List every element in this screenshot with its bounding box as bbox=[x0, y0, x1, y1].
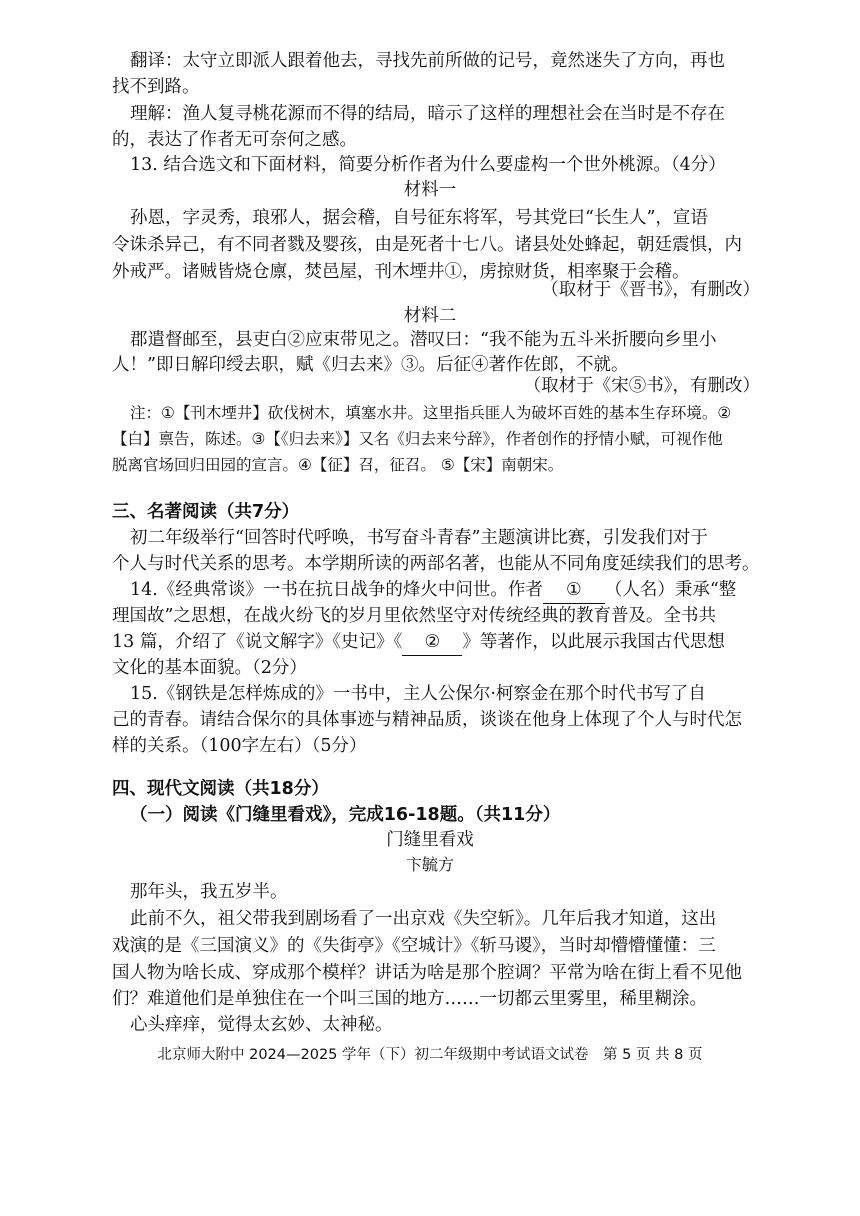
article-title: 门缝里看戏 bbox=[386, 830, 474, 850]
article-paragraph: 此前不久，祖父带我到剧场看了一出京戏《失空斩》。几年后我才知道，这出 bbox=[130, 909, 717, 929]
answer-blank-2[interactable]: ② bbox=[402, 629, 462, 656]
section-3-intro-line: 初二年级举行“回答时代呼唤，书写奋斗青春”主题演讲比赛，引发我们对于 bbox=[130, 528, 708, 548]
question-14-text: 13 篇，介绍了《说文解字》《史记》《 bbox=[112, 632, 403, 652]
question-15-line: 己的青春。请结合保尔的具体事迹与精神品质，谈谈在他身上体现了个人与时代怎 bbox=[112, 710, 742, 730]
material-1-line: 令诛杀异己，有不同者戮及婴孩，由是死者十七八。诸县处处蜂起，朝廷震惧，内 bbox=[112, 235, 742, 255]
article-author: 卞毓方 bbox=[405, 855, 454, 874]
question-14-text: （人名）秉承“整 bbox=[604, 580, 737, 600]
answer-blank-1[interactable]: ① bbox=[543, 577, 605, 604]
material-2-title: 材料二 bbox=[403, 306, 457, 326]
material-1-line: 外戒严。诸贼皆烧仓廪，焚邑屋，刊木堙井①，虏掠财货，相率聚于会稽。 bbox=[112, 262, 690, 282]
notes-line: 脱离官场回归田园的宣言。④【征】召，征召。 ⑤【宋】南朝宋。 bbox=[112, 456, 564, 474]
section-3-intro-line: 个人与时代关系的思考。本学期所读的两部名著，也能从不同角度延续我们的思考。 bbox=[112, 554, 760, 574]
question-13: 13. 结合选文和下面材料，简要分析作者为什么要虚构一个世外桃源。（4分） bbox=[130, 155, 726, 175]
question-14-line-2: 理国故”之思想，在战火纷飞的岁月里依然坚守对传统经典的教育普及。全书共 bbox=[112, 606, 716, 626]
question-15-line: 15.《钢铁是怎样炼成的》一书中，主人公保尔·柯察金在那个时代书写了自 bbox=[130, 684, 706, 704]
section-3-title: 三、名著阅读（共7分） bbox=[112, 502, 300, 522]
material-2-line: 郡遣督邮至，县吏白②应束带见之。潜叹曰：“我不能为五斗米折腰向乡里小 bbox=[130, 330, 717, 350]
understanding-line-1: 理解：渔人复寻桃花源而不得的结局，暗示了这样的理想社会在当时是不存在 bbox=[130, 104, 725, 124]
material-2-source: （取材于《宋⑤书》，有删改） bbox=[523, 376, 760, 396]
article-paragraph: 国人物为啥长成、穿成那个模样？讲话为啥是那个腔调？平常为啥在街上看不见他 bbox=[112, 963, 742, 983]
article-paragraph: 们？难道他们是单独住在一个叫三国的地方……一切都云里雾里，稀里糊涂。 bbox=[112, 989, 707, 1009]
question-15-line: 样的关系。（100字左右）（5分） bbox=[112, 736, 367, 756]
question-14-line-1 bbox=[130, 577, 736, 604]
material-2-line: 人！”即日解印绶去职，赋《归去来》③。后征④著作佐郎，不就。 bbox=[112, 355, 629, 375]
page-footer: 北京师大附中 2024—2025 学年（下）初二年级期中考试语文试卷 第 5 页 共 8 页 bbox=[157, 1047, 703, 1063]
article-paragraph: 戏演的是《三国演义》的《失街亭》《空城计》《斩马谡》，当时却懵懵懂懂：三 bbox=[112, 936, 716, 956]
translation-line-2: 找不到路。 bbox=[112, 77, 200, 97]
article-paragraph: 心头痒痒，觉得太玄妙、太神秘。 bbox=[130, 1015, 393, 1035]
question-14-text: 》等著作，以此展示我国古代思想 bbox=[462, 632, 725, 652]
question-14-line-3 bbox=[112, 629, 725, 656]
section-4-subtitle: （一）阅读《门缝里看戏》，完成16-18题。（共11分） bbox=[130, 805, 561, 825]
understanding-line-2: 的，表达了作者无可奈何之感。 bbox=[112, 130, 357, 150]
notes-line: 【白】禀告，陈述。③【《归去来》】又名《归去来兮辞》，作者创作的抒情小赋，可视作他 bbox=[112, 430, 723, 448]
section-4-title: 四、现代文阅读（共18分） bbox=[112, 779, 329, 799]
question-14-line-4: 文化的基本面貌。（2分） bbox=[112, 658, 307, 678]
translation-line-1: 翻译：太守立即派人跟着他去，寻找先前所做的记号，竟然迷失了方向，再也 bbox=[130, 51, 725, 71]
question-14-text: 14.《经典常谈》一书在抗日战争的烽火中问世。作者 bbox=[130, 580, 543, 600]
material-1-line: 孙恩，字灵秀，琅邪人，据会稽，自号征东将军，号其党曰“长生人”，宣语 bbox=[130, 208, 708, 228]
notes-line: 注：①【刊木堙井】砍伐树木，填塞水井。这里指兵匪人为破坏百姓的基本生存环境。② bbox=[130, 404, 732, 422]
material-1-source: （取材于《晋书》，有删改） bbox=[541, 280, 760, 300]
article-paragraph: 那年头，我五岁半。 bbox=[130, 882, 288, 902]
material-1-title: 材料一 bbox=[403, 180, 457, 200]
